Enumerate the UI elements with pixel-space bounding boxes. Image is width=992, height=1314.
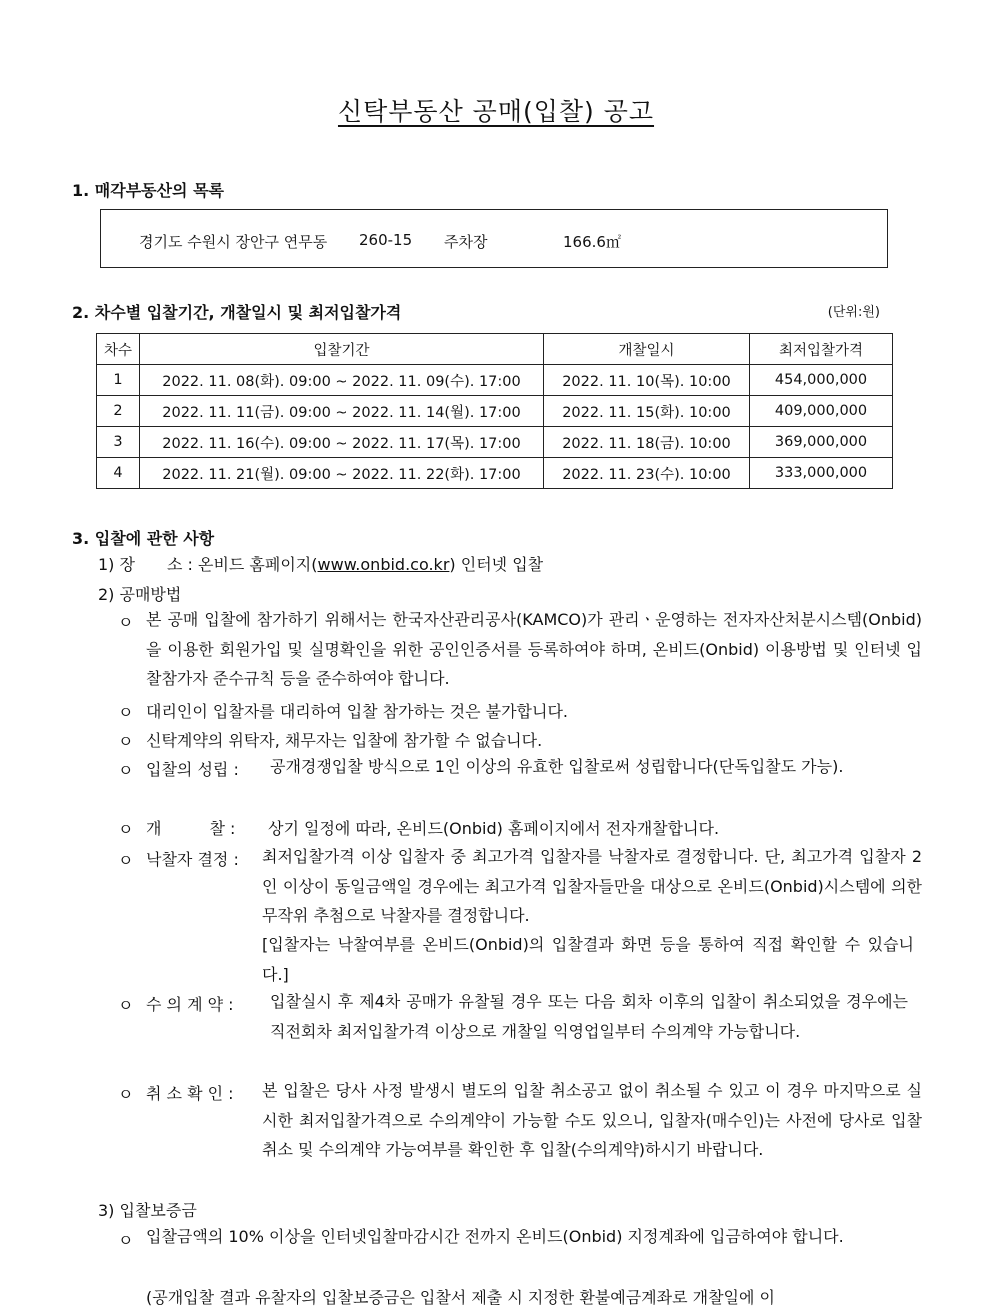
bullet-icon: ㅇ <box>118 851 134 870</box>
section2-heading: 2. 차수별 입찰기간, 개찰일시 및 최저입찰가격 <box>72 303 402 322</box>
cell-minimum-price: 454,000,000 <box>750 365 893 396</box>
table-header-row <box>97 334 893 365</box>
private-contract-text: 입찰실시 후 제4차 공매가 유찰될 경우 또는 다음 회차 이후의 입찰이 취소되었을 경우에는 직전회차 최저입찰가격 이상으로 개찰일 익영업일부터 수의계약 가능합니다. <box>270 992 908 1041</box>
property-use: 주차장 <box>444 233 488 251</box>
cell-bid-period: 2022. 11. 21(월). 09:00 ~ 2022. 11. 22(화). 17:00 <box>140 458 544 489</box>
cancel-label: 취 소 확 인 : <box>146 1084 234 1103</box>
onbid-link[interactable]: www.onbid.co.kr <box>317 555 450 574</box>
bullet-icon: ㅇ <box>118 1085 134 1104</box>
cell-minimum-price: 409,000,000 <box>750 396 893 427</box>
cell-round: 4 <box>97 458 140 489</box>
deposit-text: 입찰금액의 10% 이상을 인터넷입찰마감시간 전까지 온비드(Onbid) 지정계좌에 입금하여야 합니다. <box>146 1227 844 1246</box>
cancel-text: 본 입찰은 당사 사정 발생시 별도의 입찰 취소공고 없이 취소될 수 있고 이 경우 마지막으로 실시한 최저입찰가격으로 수의계약이 가능할 수도 있으니, 입찰자(매수인)는 사전에 당사로 입찰 취소 및 수의계약 가능여부를 확인한 후 입찰(수의계약)하시기 바랍니다. <box>262 1081 922 1159</box>
page-title: 신탁부동산 공매(입찰) 공고 <box>337 97 655 126</box>
bullet-icon: ㅇ <box>118 1231 134 1250</box>
method-heading: 2) 공매방법 <box>98 585 182 604</box>
header-round: 차수 <box>97 334 140 365</box>
opening-label: 개 찰 : <box>146 819 236 838</box>
cell-minimum-price: 333,000,000 <box>750 458 893 489</box>
bullet-icon: ㅇ <box>118 820 134 839</box>
property-address: 경기도 수원시 장안구 연무동 <box>139 233 328 251</box>
cell-round: 1 <box>97 365 140 396</box>
bullet-icon: ㅇ <box>118 761 134 780</box>
table-row <box>97 458 893 489</box>
deposit-heading: 3) 입찰보증금 <box>98 1201 197 1220</box>
bid-place-suffix: ) 인터넷 입찰 <box>449 555 544 574</box>
section3-heading: 3. 입찰에 관한 사항 <box>72 529 215 548</box>
table-row <box>97 396 893 427</box>
method-item-agent: 대리인이 입찰자를 대리하여 입찰 참가하는 것은 불가합니다. <box>146 702 569 721</box>
cell-opening-date: 2022. 11. 18(금). 10:00 <box>544 427 750 458</box>
establish-text: 공개경쟁입찰 방식으로 1인 이상의 유효한 입찰로써 성립합니다(단독입찰도 가능). <box>270 757 844 776</box>
cell-opening-date: 2022. 11. 23(수). 10:00 <box>544 458 750 489</box>
deposit-refund-text: (공개입찰 결과 유찰자의 입찰보증금은 입찰서 제출 시 지정한 환불예금계좌로 개찰일에 이 <box>146 1288 775 1307</box>
opening-text: 상기 일정에 따라, 온비드(Onbid) 홈페이지에서 전자개찰합니다. <box>268 819 720 838</box>
property-area: 166.6㎡ <box>563 233 621 251</box>
private-contract-label: 수 의 계 약 : <box>146 995 234 1014</box>
bid-place <box>98 552 543 575</box>
winner-label: 낙찰자 결정 : <box>146 850 239 869</box>
bullet-icon: ㅇ <box>118 732 134 751</box>
header-opening-date: 개찰일시 <box>544 334 750 365</box>
cell-bid-period: 2022. 11. 08(화). 09:00 ~ 2022. 11. 09(수). 17:00 <box>140 365 544 396</box>
table-row <box>97 365 893 396</box>
property-lot: 260-15 <box>359 231 413 249</box>
cell-opening-date: 2022. 11. 10(목). 10:00 <box>544 365 750 396</box>
bullet-icon: ㅇ <box>118 703 134 722</box>
winner-note: [입찰자는 낙찰여부를 온비드(Onbid)의 입찰결과 화면 등을 통하여 직접 확인할 수 있습니다.] <box>262 935 914 984</box>
table-row <box>97 427 893 458</box>
cell-minimum-price: 369,000,000 <box>750 427 893 458</box>
bid-place-label: 1) 장 소 : 온비드 홈페이지( <box>98 555 318 574</box>
winner-text: 최저입찰가격 이상 입찰자 중 최고가격 입찰자를 낙찰자로 결정합니다. 단, 최고가격 입찰자 2인 이상이 동일금액일 경우에는 최고가격 입찰자들만을 대상으로 온비드(Onbid)시스템에 의한 무작위 추첨으로 낙찰자를 결정합니다. <box>262 847 922 925</box>
header-bid-period: 입찰기간 <box>140 334 544 365</box>
cell-opening-date: 2022. 11. 15(화). 10:00 <box>544 396 750 427</box>
unit-label: (단위:원) <box>827 305 880 320</box>
cell-round: 3 <box>97 427 140 458</box>
bullet-icon: ㅇ <box>118 996 134 1015</box>
method-item-onbid: 본 공매 입찰에 참가하기 위해서는 한국자산관리공사(KAMCO)가 관리ㆍ운영하는 전자자산처분시스템(Onbid)을 이용한 회원가입 및 실명확인을 위한 공인인증서를 등록하여야 하며, 온비드(Onbid) 이용방법 및 인터넷 입찰참가자 준수규칙 등을 준수하여야 합니다. <box>146 610 922 688</box>
bullet-icon: ㅇ <box>118 613 134 632</box>
cell-round: 2 <box>97 396 140 427</box>
establish-label: 입찰의 성립 : <box>146 760 239 779</box>
cell-bid-period: 2022. 11. 16(수). 09:00 ~ 2022. 11. 17(목). 17:00 <box>140 427 544 458</box>
section1-heading: 1. 매각부동산의 목록 <box>72 181 224 200</box>
method-item-trustor: 신탁계약의 위탁자, 채무자는 입찰에 참가할 수 없습니다. <box>146 731 543 750</box>
bid-schedule-table <box>96 333 893 489</box>
header-minimum-price: 최저입찰가격 <box>750 334 893 365</box>
cell-bid-period: 2022. 11. 11(금). 09:00 ~ 2022. 11. 14(월). 17:00 <box>140 396 544 427</box>
property-list-box <box>100 209 888 268</box>
